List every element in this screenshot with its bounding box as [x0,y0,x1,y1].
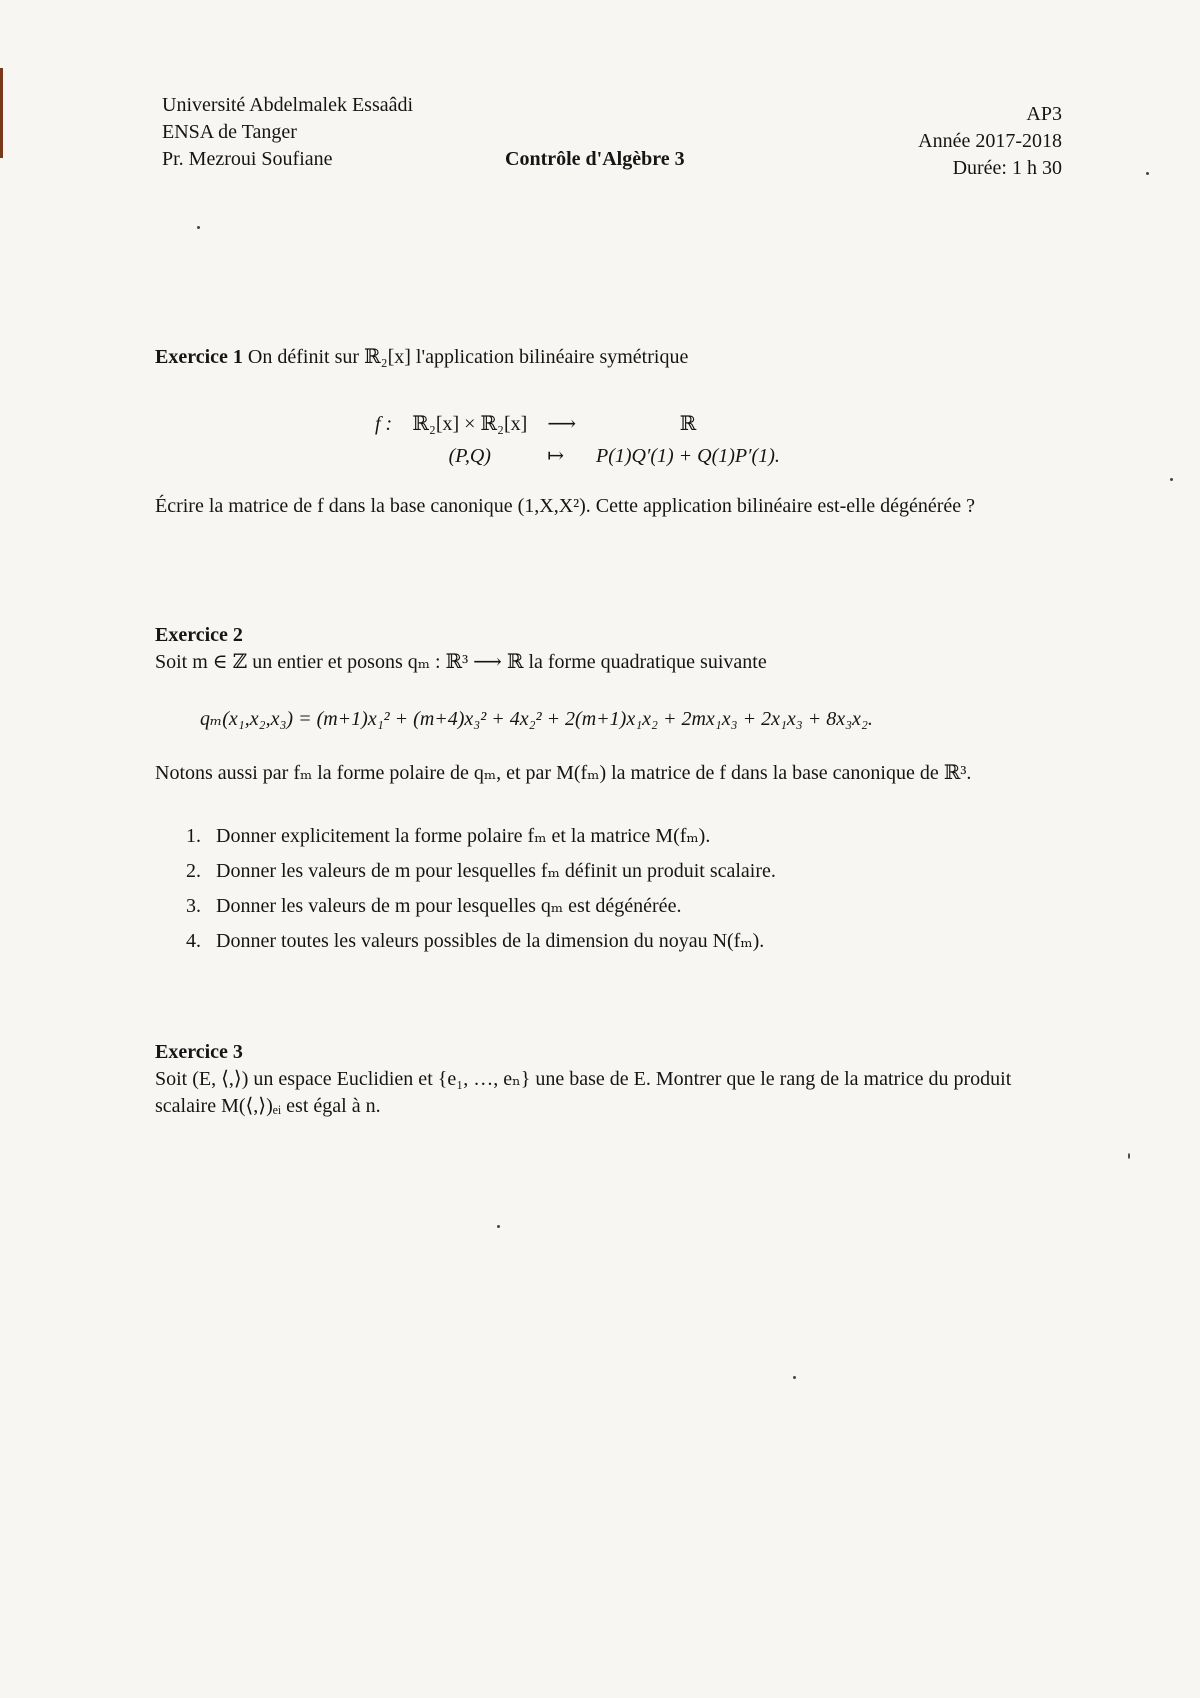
exam-title: Contrôle d'Algèbre 3 [505,148,685,170]
professor-name: Pr. Mezroui Soufiane [162,148,333,170]
exercise-1-intro [155,344,1065,371]
quadratic-form-formula: qₘ(x₁,x₂,x₃) = (m+1)x₁² + (m+4)x₃² + 4x₂² + 2(m+1)x₁x₂ + 2mx₁x₃ + 2x₁x₃ + 8x₃x₂. [200,708,873,730]
map-element: (P,Q) [448,445,491,467]
header-right [918,101,1062,182]
exercise-3-block [155,1039,1075,1120]
exercise-3-title: Exercice 3 [155,1041,243,1063]
academic-year: Année 2017-2018 [918,130,1062,152]
question-item: 3. Donner les valeurs de m pour lesquelles qₘ est dégénérée. [186,895,682,917]
scan-speck [197,226,200,229]
map-mapsto: ↦ [547,445,565,467]
map-domain: ℝ₂[x] × ℝ₂[x] [412,413,528,435]
university-name: Université Abdelmalek Essaâdi [162,94,414,116]
scan-speck [793,1376,796,1379]
school-name: ENSA de Tanger [162,121,297,143]
bilinear-map-definition [365,408,790,472]
scan-speck [1146,172,1149,175]
map-label: f : [375,413,393,435]
question-item: 1. Donner explicitement la forme polaire fₘ et la matrice M(fₘ). [186,825,711,847]
exercise-2-note: Notons aussi par fₘ la forme polaire de qₘ, et par M(fₘ) la matrice de f dans la base canonique de ℝ³. [155,762,972,784]
course-code: AP3 [1026,103,1062,125]
map-arrow: ⟶ [547,413,576,435]
scan-speck [1170,478,1173,481]
exercise-2-block [155,622,1065,676]
scan-speck [497,1225,500,1228]
exercise-2-title: Exercice 2 [155,624,243,646]
exercise-3-text: Soit (E, ⟨,⟩) un espace Euclidien et {e₁, …, eₙ} une base de E. Montrer que le rang de la matrice du produit scalaire M(⟨,⟩)ₑᵢ est égal à n. [155,1068,1012,1117]
question-item: 4. Donner toutes les valeurs possibles de la dimension du noyau N(fₘ). [186,930,765,952]
exercise-1-title: Exercice 1 [155,346,243,368]
exam-duration: Durée: 1 h 30 [952,157,1062,179]
map-codomain: ℝ [679,413,697,435]
map-image: P(1)Q′(1) + Q(1)P′(1). [596,445,780,467]
scan-speck [1128,1153,1130,1159]
exercise-1-intro-text: On définit sur ℝ₂[x] l'application bilinéaire symétrique [247,346,689,368]
exercise-2-questions [186,823,1046,963]
header-left [162,92,413,173]
exercise-1-question: Écrire la matrice de f dans la base canonique (1,X,X²). Cette application bilinéaire est-elle dégénérée ? [155,495,976,517]
exercise-2-intro: Soit m ∈ ℤ un entier et posons qₘ : ℝ³ ⟶ ℝ la forme quadratique suivante [155,651,767,673]
question-item: 2. Donner les valeurs de m pour lesquelles fₘ définit un produit scalaire. [186,860,776,882]
scan-edge-mark [0,68,3,158]
